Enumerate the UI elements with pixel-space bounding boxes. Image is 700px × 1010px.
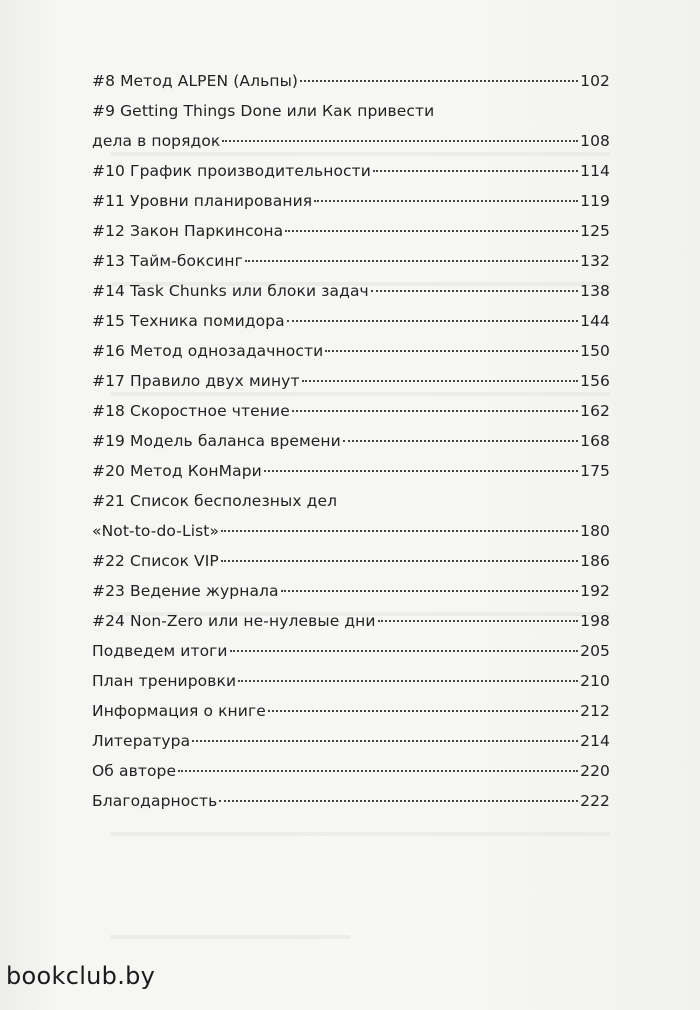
toc-title: #17 Правило двух минут: [92, 372, 300, 390]
toc-entry: [92, 186, 610, 216]
toc-entry: [92, 306, 610, 336]
toc-title: #20 Метод КонМари: [92, 462, 262, 480]
dot-leader: [238, 679, 578, 682]
dot-leader: [264, 469, 578, 472]
toc-title: Подведем итоги: [92, 642, 228, 660]
dot-leader: [371, 289, 578, 292]
toc-entry: [92, 396, 610, 426]
dot-leader: [221, 559, 578, 562]
dot-leader: [285, 229, 578, 232]
toc-page-number: 214: [580, 732, 610, 750]
toc-page-number: 119: [580, 192, 610, 210]
dot-leader: [178, 769, 578, 772]
toc-page-number: 222: [580, 792, 610, 810]
toc-entry: [92, 546, 610, 576]
toc-title: #24 Non-Zero или не-нулевые дни: [92, 612, 376, 630]
toc-entry: [92, 756, 610, 786]
toc-page-number: 168: [580, 432, 610, 450]
toc-page-number: 156: [580, 372, 610, 390]
toc-title: Об авторе: [92, 762, 177, 780]
toc-entry: [92, 456, 610, 486]
toc-title: #21 Список бесполезных дел: [92, 492, 338, 510]
toc-title-continued: дела в порядок: [92, 132, 221, 150]
dot-leader: [373, 169, 578, 172]
toc-title: #10 График производительности: [92, 162, 371, 180]
toc-title: #18 Скоростное чтение: [92, 402, 290, 420]
dot-leader: [281, 589, 578, 592]
toc-entry: [92, 666, 610, 696]
toc-title: #9 Getting Things Done или Как привести: [92, 102, 435, 120]
toc-title-continued: «Not-to-do-List»: [92, 522, 220, 540]
toc-entry: [92, 246, 610, 276]
toc-page-number: 150: [580, 342, 610, 360]
toc-page-number: 138: [580, 282, 610, 300]
dot-leader: [314, 199, 578, 202]
dot-leader: [325, 349, 578, 352]
toc-page-number: 205: [580, 642, 610, 660]
toc-title: #14 Task Chunks или блоки задач: [92, 282, 369, 300]
dot-leader: [300, 79, 578, 82]
toc-entry: [92, 726, 610, 756]
dot-leader: [245, 259, 578, 262]
dot-leader: [268, 709, 578, 712]
dot-leader: [221, 529, 578, 532]
toc-entry: [92, 426, 610, 456]
dot-leader: [378, 619, 579, 622]
toc-page-number: 175: [580, 462, 610, 480]
dot-leader: [302, 379, 579, 382]
toc-title: #23 Ведение журнала: [92, 582, 279, 600]
toc-entry: [92, 606, 610, 636]
toc-entry: [92, 636, 610, 666]
toc-title: #13 Тайм-боксинг: [92, 252, 243, 270]
toc-page-number: 192: [580, 582, 610, 600]
toc-title: #16 Метод однозадачности: [92, 342, 324, 360]
toc-entry: [92, 786, 610, 816]
toc-page-number: 108: [580, 132, 610, 150]
toc-entry: [92, 156, 610, 186]
toc-title: #19 Модель баланса времени: [92, 432, 341, 450]
toc-page-number: 220: [580, 762, 610, 780]
dot-leader: [343, 439, 578, 442]
toc-entry: [92, 576, 610, 606]
toc-page-number: 114: [580, 162, 610, 180]
toc-entry: [92, 96, 610, 156]
toc-entry: [92, 366, 610, 396]
toc-page-number: 198: [580, 612, 610, 630]
dot-leader: [192, 739, 578, 742]
toc-title: #15 Техника помидора: [92, 312, 285, 330]
dot-leader: [222, 139, 578, 142]
toc-page-number: 180: [580, 522, 610, 540]
toc-title: Литература: [92, 732, 191, 750]
toc-page-number: 186: [580, 552, 610, 570]
dot-leader: [287, 319, 578, 322]
toc-title: #12 Закон Паркинсона: [92, 222, 284, 240]
dot-leader: [219, 799, 578, 802]
show-through: [110, 935, 350, 939]
toc-page-number: 212: [580, 702, 610, 720]
toc-title: #8 Метод ALPEN (Альпы): [92, 72, 299, 90]
dot-leader: [230, 649, 579, 652]
dot-leader: [292, 409, 578, 412]
toc-title: План тренировки: [92, 672, 237, 690]
toc-title: #22 Список VIP: [92, 552, 219, 570]
toc-entry: [92, 216, 610, 246]
toc-page-number: 132: [580, 252, 610, 270]
toc-page-number: 125: [580, 222, 610, 240]
toc-entry: [92, 696, 610, 726]
toc-title: #11 Уровни планирования: [92, 192, 313, 210]
toc-entry: [92, 336, 610, 366]
show-through: [110, 832, 610, 836]
toc-page-number: 102: [580, 72, 610, 90]
toc-page-number: 210: [580, 672, 610, 690]
toc-page-number: 144: [580, 312, 610, 330]
watermark: bookclub.by: [6, 962, 156, 990]
toc-entry: [92, 66, 610, 96]
toc-title: Благодарность: [92, 792, 218, 810]
table-of-contents: [92, 66, 610, 816]
toc-entry: [92, 276, 610, 306]
toc-page-number: 162: [580, 402, 610, 420]
toc-entry: [92, 486, 610, 546]
toc-title: Информация о книге: [92, 702, 266, 720]
